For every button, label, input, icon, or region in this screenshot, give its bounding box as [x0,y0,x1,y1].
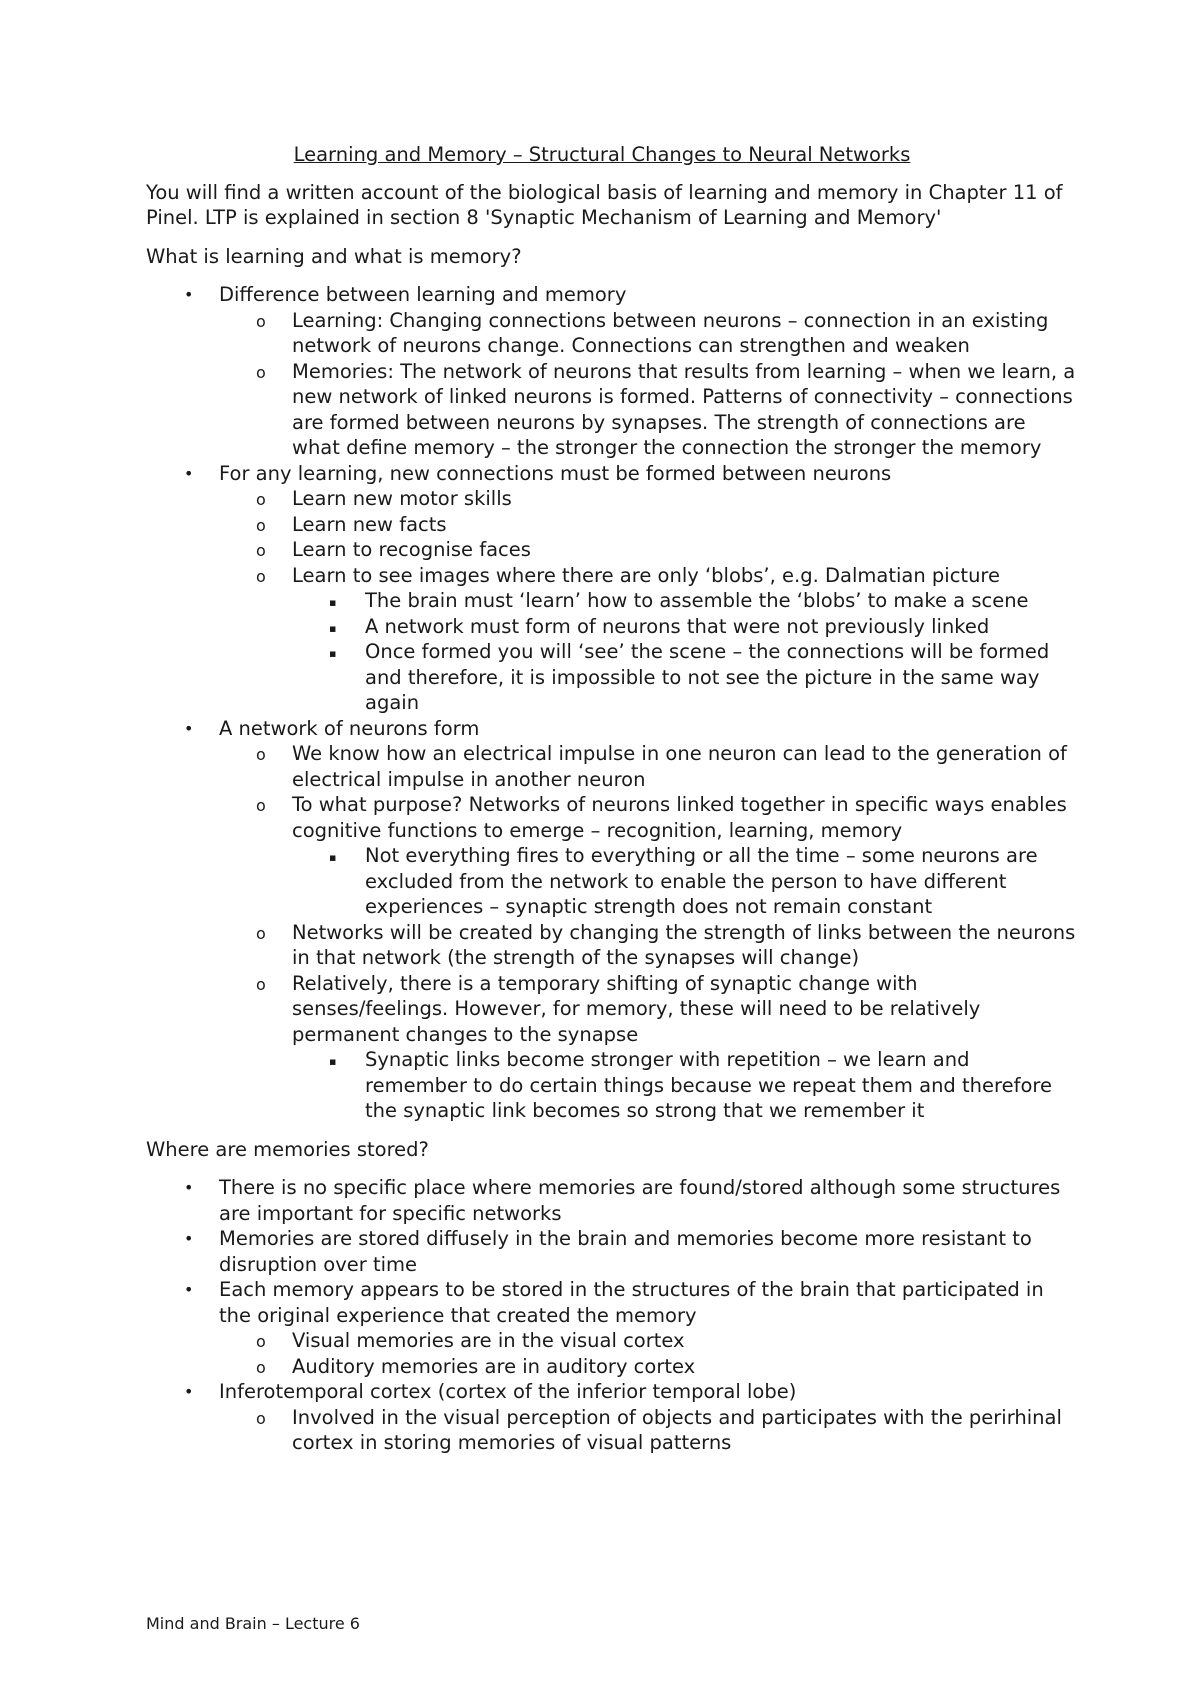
list-item: • Inferotemporal cortex (cortex of the inferior temporal lobe) [184,1380,797,1403]
circle-marker: o [256,362,266,382]
circle-marker: o [256,1357,266,1377]
list-item: o Auditory memories are in auditory cortex [146,1354,1076,1380]
list-item: o Networks will be created by changing the strength of links between the neurons in that network (the strength of the synapses will change) [256,920,1076,969]
list-item: o Relatively, there is a temporary shifting of synaptic change with senses/feelings. However, for memory, these will need to be relatively permanent changes to the synapse [256,971,981,1046]
bullet-marker: • [184,1280,194,1299]
square-marker: ▪ [329,621,337,635]
bullet-marker: • [184,1178,194,1197]
circle-marker: o [256,1408,266,1428]
list-item: o Visual memories are in the visual cortex [146,1328,1076,1354]
list-item: o Involved in the visual perception of objects and participates with the perirhinal cortex in storing memories of visual patterns [256,1405,1062,1454]
list-item: ▪ A network must form of neurons that were not previously linked [146,614,1076,640]
list-item: • A network of neurons form [184,716,480,740]
list-item: o Learn to see images where there are only ‘blobs’, e.g. Dalmatian picture [146,563,1076,589]
bullet-marker: • [184,718,194,738]
circle-marker: o [256,490,266,509]
bullet-marker: • [184,1229,194,1248]
list-item: ▪ The brain must ‘learn’ how to assemble the ‘blobs’ to make a scene [146,588,1076,614]
circle-marker: o [256,745,266,764]
list-item: • Difference between learning and memory [184,283,627,306]
list-item: o Learn new facts [146,512,1076,538]
list-item: o Learn to recognise faces [146,537,1076,563]
list-item: o Learn new motor skills [146,486,1076,512]
bullet-marker: • [184,1382,194,1401]
bullet-marker: • [184,463,194,483]
document-title: Learning and Memory – Structural Changes to Neural Networks [293,143,911,166]
section-heading-memory-storage: Where are memories stored? [146,1137,429,1161]
document-page [146,142,1076,1456]
list-item: o We know how an electrical impulse in one neuron can lead to the generation of electrical impulse in another neuron [256,742,1067,791]
circle-marker: o [256,515,266,535]
square-marker: ▪ [329,851,337,864]
list-item: o Memories: The network of neurons that results from learning – when we learn, a new network of linked neurons is formed. Patterns of connectivity – connections are formed between neurons by synapses. The strength of connections are what define memory – the stronger the connection the stronger the memory [256,359,1076,459]
list-item: • There is no specific place where memories are found/stored although some structures are important for specific networks [184,1176,1061,1225]
circle-marker: o [256,923,266,943]
circle-marker: o [256,796,266,815]
section-heading-learning-memory: What is learning and what is memory? [146,244,522,268]
circle-marker: o [256,1332,266,1351]
list-item: ▪ Not everything fires to everything or all the time – some neurons are excluded from the network to enable the person to have different experiences – synaptic strength does not remain constant [329,844,1038,918]
circle-marker: o [256,311,266,331]
square-marker: ▪ [329,647,337,660]
circle-marker: o [256,974,266,994]
list-item: o To what purpose? Networks of neurons linked together in specific ways enables cognitive functions to emerge – recognition, learning, memory [256,793,1067,842]
intro-paragraph: You will find a written account of the biological basis of learning and memory in Chapter 11 of Pinel. LTP is explained in section 8 'Synaptic Mechanism of Learning and Memory' [146,180,1063,229]
square-marker: ▪ [329,596,337,609]
circle-marker: o [256,541,266,560]
memory-storage-list [146,1175,1076,1456]
list-item: • Memories are stored diffusely in the brain and memories become more resistant to disruption over time [184,1227,1032,1276]
learning-memory-list [146,282,1076,1124]
page-footer: Mind and Brain – Lecture 6 [146,1614,360,1633]
circle-marker: o [256,566,266,586]
list-item: ▪ Once formed you will ‘see’ the scene – the connections will be formed and therefore, it is impossible to not see the picture in the same way again [329,640,1050,714]
list-item: • For any learning, new connections must be formed between neurons [184,461,892,485]
bullet-marker: • [184,285,194,304]
list-item: ▪ Synaptic links become stronger with repetition – we learn and remember to do certain things because we repeat them and therefore the synaptic link becomes so strong that we remember it [329,1048,1052,1122]
square-marker: ▪ [329,1055,337,1068]
list-item: o Learning: Changing connections between neurons – connection in an existing network of neurons change. Connections can strengthen and weaken [256,308,1049,357]
list-item: • Each memory appears to be stored in the structures of the brain that participated in the original experience that created the memory [184,1278,1044,1327]
